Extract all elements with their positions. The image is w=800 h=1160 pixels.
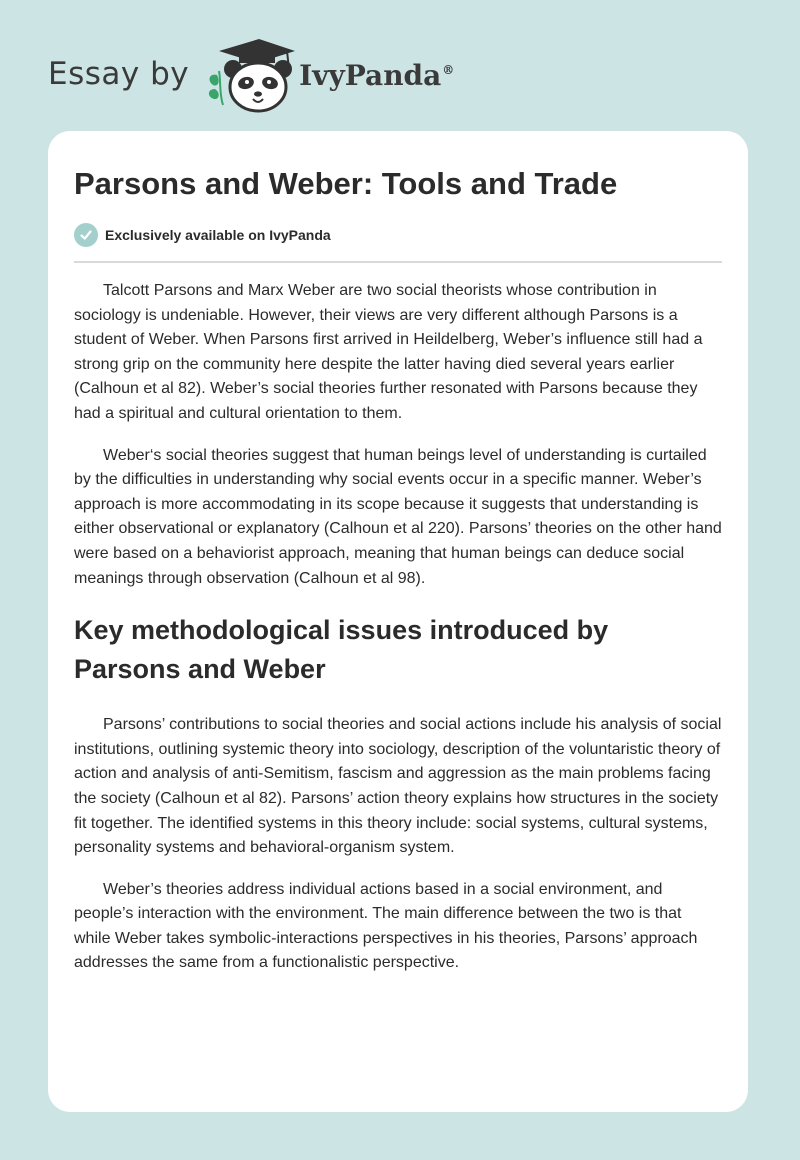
ivypanda-logo-icon[interactable] <box>203 35 295 113</box>
body-paragraph: Weber‘s social theories suggest that human beings level of understanding is curtailed by the difficulties in understanding why social events occur in a specific manner. Weber’s approach is more accommodating in its scope because it suggests that understanding is either observational or explanatory (Calhoun et al 220). Parsons’ theories on the other hand were based on a behaviorist approach, meaning that human beings can deduce social meanings through observation (Calhoun et al 98). <box>74 446 722 587</box>
essay-by-label: Essay by <box>48 56 190 92</box>
exclusive-label: Exclusively available on IvyPanda <box>105 227 331 243</box>
registered-mark: ® <box>442 63 455 78</box>
divider <box>74 261 722 263</box>
body-paragraph: Weber’s theories address individual actions based in a social environment, and people’s interaction with the environment. The main difference between the two is that while Weber takes symbolic-interactions perspectives in his theories, Parsons’ approach addresses the same from a functionalistic perspective. <box>74 880 698 972</box>
essay-card <box>48 131 748 1112</box>
brand-header <box>48 34 454 114</box>
section-heading: Key methodological issues introduced by Parsons and Weber <box>74 615 609 685</box>
page-title: Parsons and Weber: Tools and Trade <box>74 166 618 201</box>
brand-name: IvyPanda <box>299 58 442 92</box>
ivypanda-wordmark[interactable] <box>299 59 454 92</box>
body-paragraph: Talcott Parsons and Marx Weber are two social theorists whose contribution in sociology is undeniable. However, their views are very different although Parsons is a student of Weber. When Parsons first arrived in Heildelberg, Weber’s influence still had a strong grip on the community here despite the latter having died several years earlier (Calhoun et al 82). Weber’s social theories further resonated with Parsons because they had a spiritual and cultural orientation to them. <box>74 282 703 422</box>
body-paragraph: Parsons’ contributions to social theories and social actions include his analysis of social institutions, outlining systemic theory into sociology, description of the voluntaristic theory of action and analysis of anti-Semitism, fascism and aggression as the main problems facing the society (Calhoun et al 82). Parsons’ action theory explains how structures in the society fit together. The identified systems in this theory include: social systems, cultural systems, personality systems and behavioral-organism system. <box>74 716 722 857</box>
check-icon <box>74 223 98 247</box>
exclusive-badge-row <box>74 223 722 247</box>
